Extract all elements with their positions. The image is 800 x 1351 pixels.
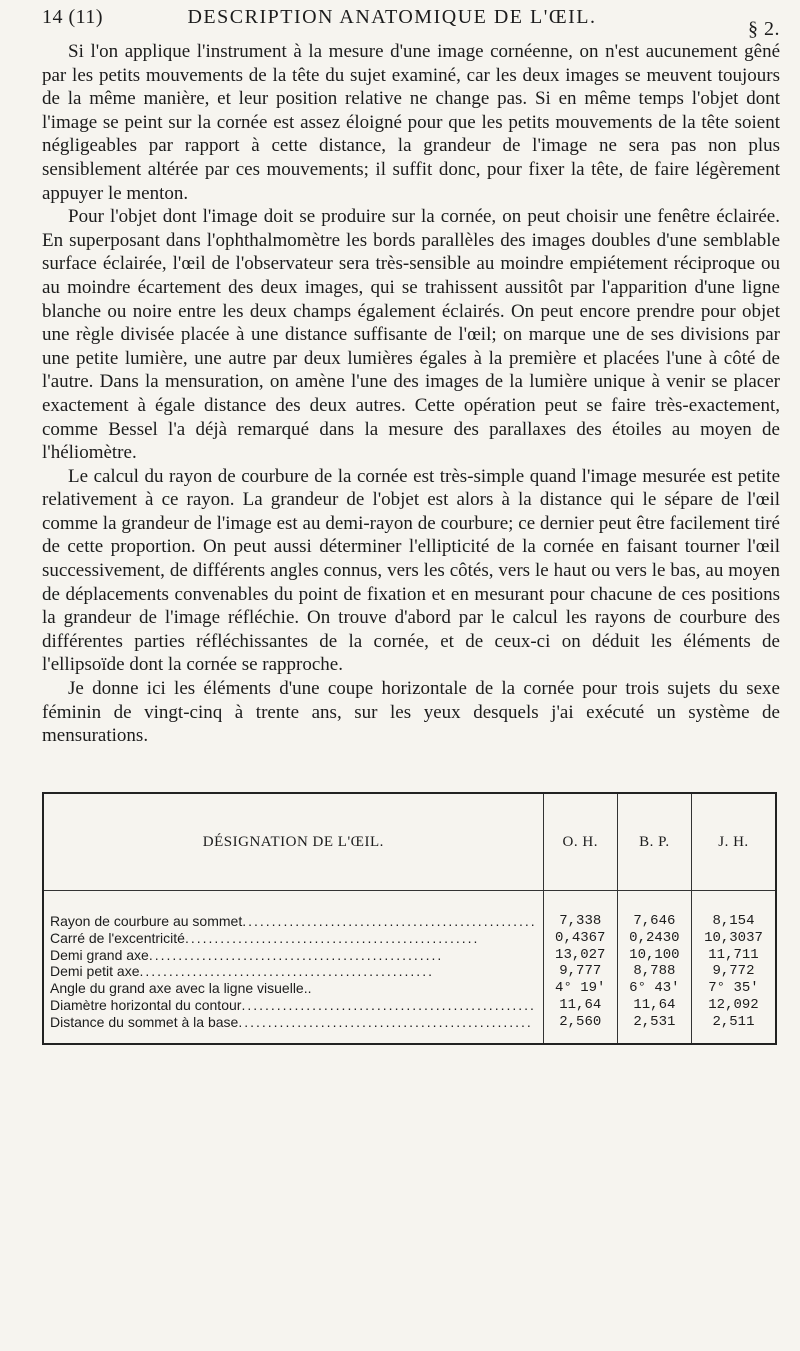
row-label: Carré de l'excentricité (50, 929, 185, 946)
cell-bp: 8,788 (617, 963, 691, 980)
table-row: Rayon de courbure au sommet .................................................. 7,338 7,646 8,154 (43, 891, 776, 930)
header-designation: DÉSIGNATION DE L'ŒIL. (43, 793, 543, 891)
cell-bp: 7,646 (617, 891, 691, 930)
paragraph: Le calcul du rayon de courbure de la cornée est très-simple quand l'image mesurée est petite relativement à ce rayon. La grandeur de l'objet est alors à la distance qui le sépare de l'œil comme la grandeur de l'image est au demi-rayon de courbure; ce dernier peut être facilement tiré de cette proportion. On peut aussi déterminer l'ellipticité de la cornée en faisant tourner l'œil successivement, de différents angles connus, vers les côtés, vers le haut ou vers le bas, au moyen de déplacements convenables du point de fixation et en mesurant pour chacune de ces positions la grandeur de l'image réfléchie. On trouve d'abord par le calcul les rayons de courbure des différentes parties réfléchissantes de la cornée, et de ceux-ci on déduit les éléments de l'ellipsoïde dont la cornée se rapproche. (42, 465, 780, 676)
table-row: Diamètre horizontal du contour .................................................. 11,64 11,64 12,092 (43, 997, 776, 1014)
cell-bp: 6° 43′ (617, 980, 691, 997)
cell-oh: 7,338 (543, 891, 617, 930)
cell-bp: 2,531 (617, 1014, 691, 1044)
cell-jh: 12,092 (691, 997, 776, 1014)
header-jh: J. H. (691, 793, 776, 891)
running-title: DESCRIPTION ANATOMIQUE DE L'ŒIL. (187, 6, 597, 28)
paragraph: Si l'on applique l'instrument à la mesure d'une image cornéenne, on n'est aucunement gêné par les petits mouvements de la tête du sujet examiné, car les deux images se meuvent toujours de la même manière, et leur position relative ne change pas. Si en même temps l'objet dont l'image se peint sur la cornée est assez éloigné pour que les petits mouvements de la tête soient négligeables par rapport à cette distance, la grandeur de l'image ne sera pas non plus sensiblement altérée par ces mouvements; il suffit donc, pour fixer la tête, de faire légèrement appuyer le menton. (42, 41, 780, 204)
cell-jh: 10,3037 (691, 930, 776, 947)
cell-oh: 13,027 (543, 947, 617, 964)
cell-bp: 0,2430 (617, 930, 691, 947)
cell-oh: 2,560 (543, 1014, 617, 1044)
row-label: Rayon de courbure au sommet (50, 913, 243, 929)
row-label: Diamètre horizontal du contour (50, 996, 242, 1013)
cell-jh: 9,772 (691, 963, 776, 980)
cell-jh: 7° 35′ (691, 980, 776, 997)
paragraph: Je donne ici les éléments d'une coupe horizontale de la cornée pour trois sujets du sexe féminin de vingt-cinq à trente ans, sur les yeux desquels j'ai exécuté un système de mensurations. (42, 678, 780, 747)
paragraph: Pour l'objet dont l'image doit se produire sur la cornée, on peut choisir une fenêtre éclairée. En superposant dans l'ophthalmomètre les bords parallèles des images doubles d'une semblable surface éclairée, l'œil de l'observateur sera très-sensible au moindre empiétement réciproque ou au moindre écartement des deux images, qui se trahissent aussitôt par l'apparition d'une ligne blanche ou noire entre les deux champs également éclairés. On peut encore prendre pour objet une règle divisée placée à une distance suffisante de l'œil; on marque une de ses divisions par une petite lumière, une autre par deux lumières égales à la première et placées l'une à côté de l'autre. Dans la mensuration, on amène l'une des images de la lumière unique à venir se placer exactement à égale distance des deux autres. Cette opération peut se faire très-exactement, comme Bessel l'a déjà remarqué dans la mesure des parallaxes des étoiles au moyen de l'héliomètre. (42, 206, 780, 464)
cell-oh: 11,64 (543, 997, 617, 1014)
table-row: Demi grand axe .................................................. 13,027 10,100 11,711 (43, 947, 776, 964)
table-row (43, 980, 776, 997)
table-row: Carré de l'excentricité .................................................. 0,4367 0,2430 10,3037 (43, 930, 776, 947)
row-label: Angle du grand axe avec la ligne visuelle.. (50, 980, 312, 997)
row-label: Demi grand axe (50, 946, 149, 963)
measurement-table (42, 792, 777, 1045)
header-oh: O. H. (543, 793, 617, 891)
body-text (42, 40, 780, 748)
section-mark: § 2. (748, 18, 780, 40)
table-row: Demi petit axe .................................................. 9,777 8,788 9,772 (43, 963, 776, 980)
table-header-row (43, 793, 776, 891)
running-header (42, 6, 780, 40)
header-bp: B. P. (617, 793, 691, 891)
cell-jh: 11,711 (691, 947, 776, 964)
row-label: Demi petit axe (50, 963, 140, 980)
cell-bp: 10,100 (617, 947, 691, 964)
cell-oh: 4° 19′ (543, 980, 617, 997)
cell-oh: 0,4367 (543, 930, 617, 947)
cell-jh: 2,511 (691, 1014, 776, 1044)
page-number: 14 (11) (42, 6, 104, 28)
table-row: Distance du sommet à la base .................................................. 2,560 2,531 2,511 (43, 1014, 776, 1044)
row-label: Distance du sommet à la base (50, 1013, 239, 1030)
cell-oh: 9,777 (543, 963, 617, 980)
cell-bp: 11,64 (617, 997, 691, 1014)
cell-jh: 8,154 (691, 891, 776, 930)
